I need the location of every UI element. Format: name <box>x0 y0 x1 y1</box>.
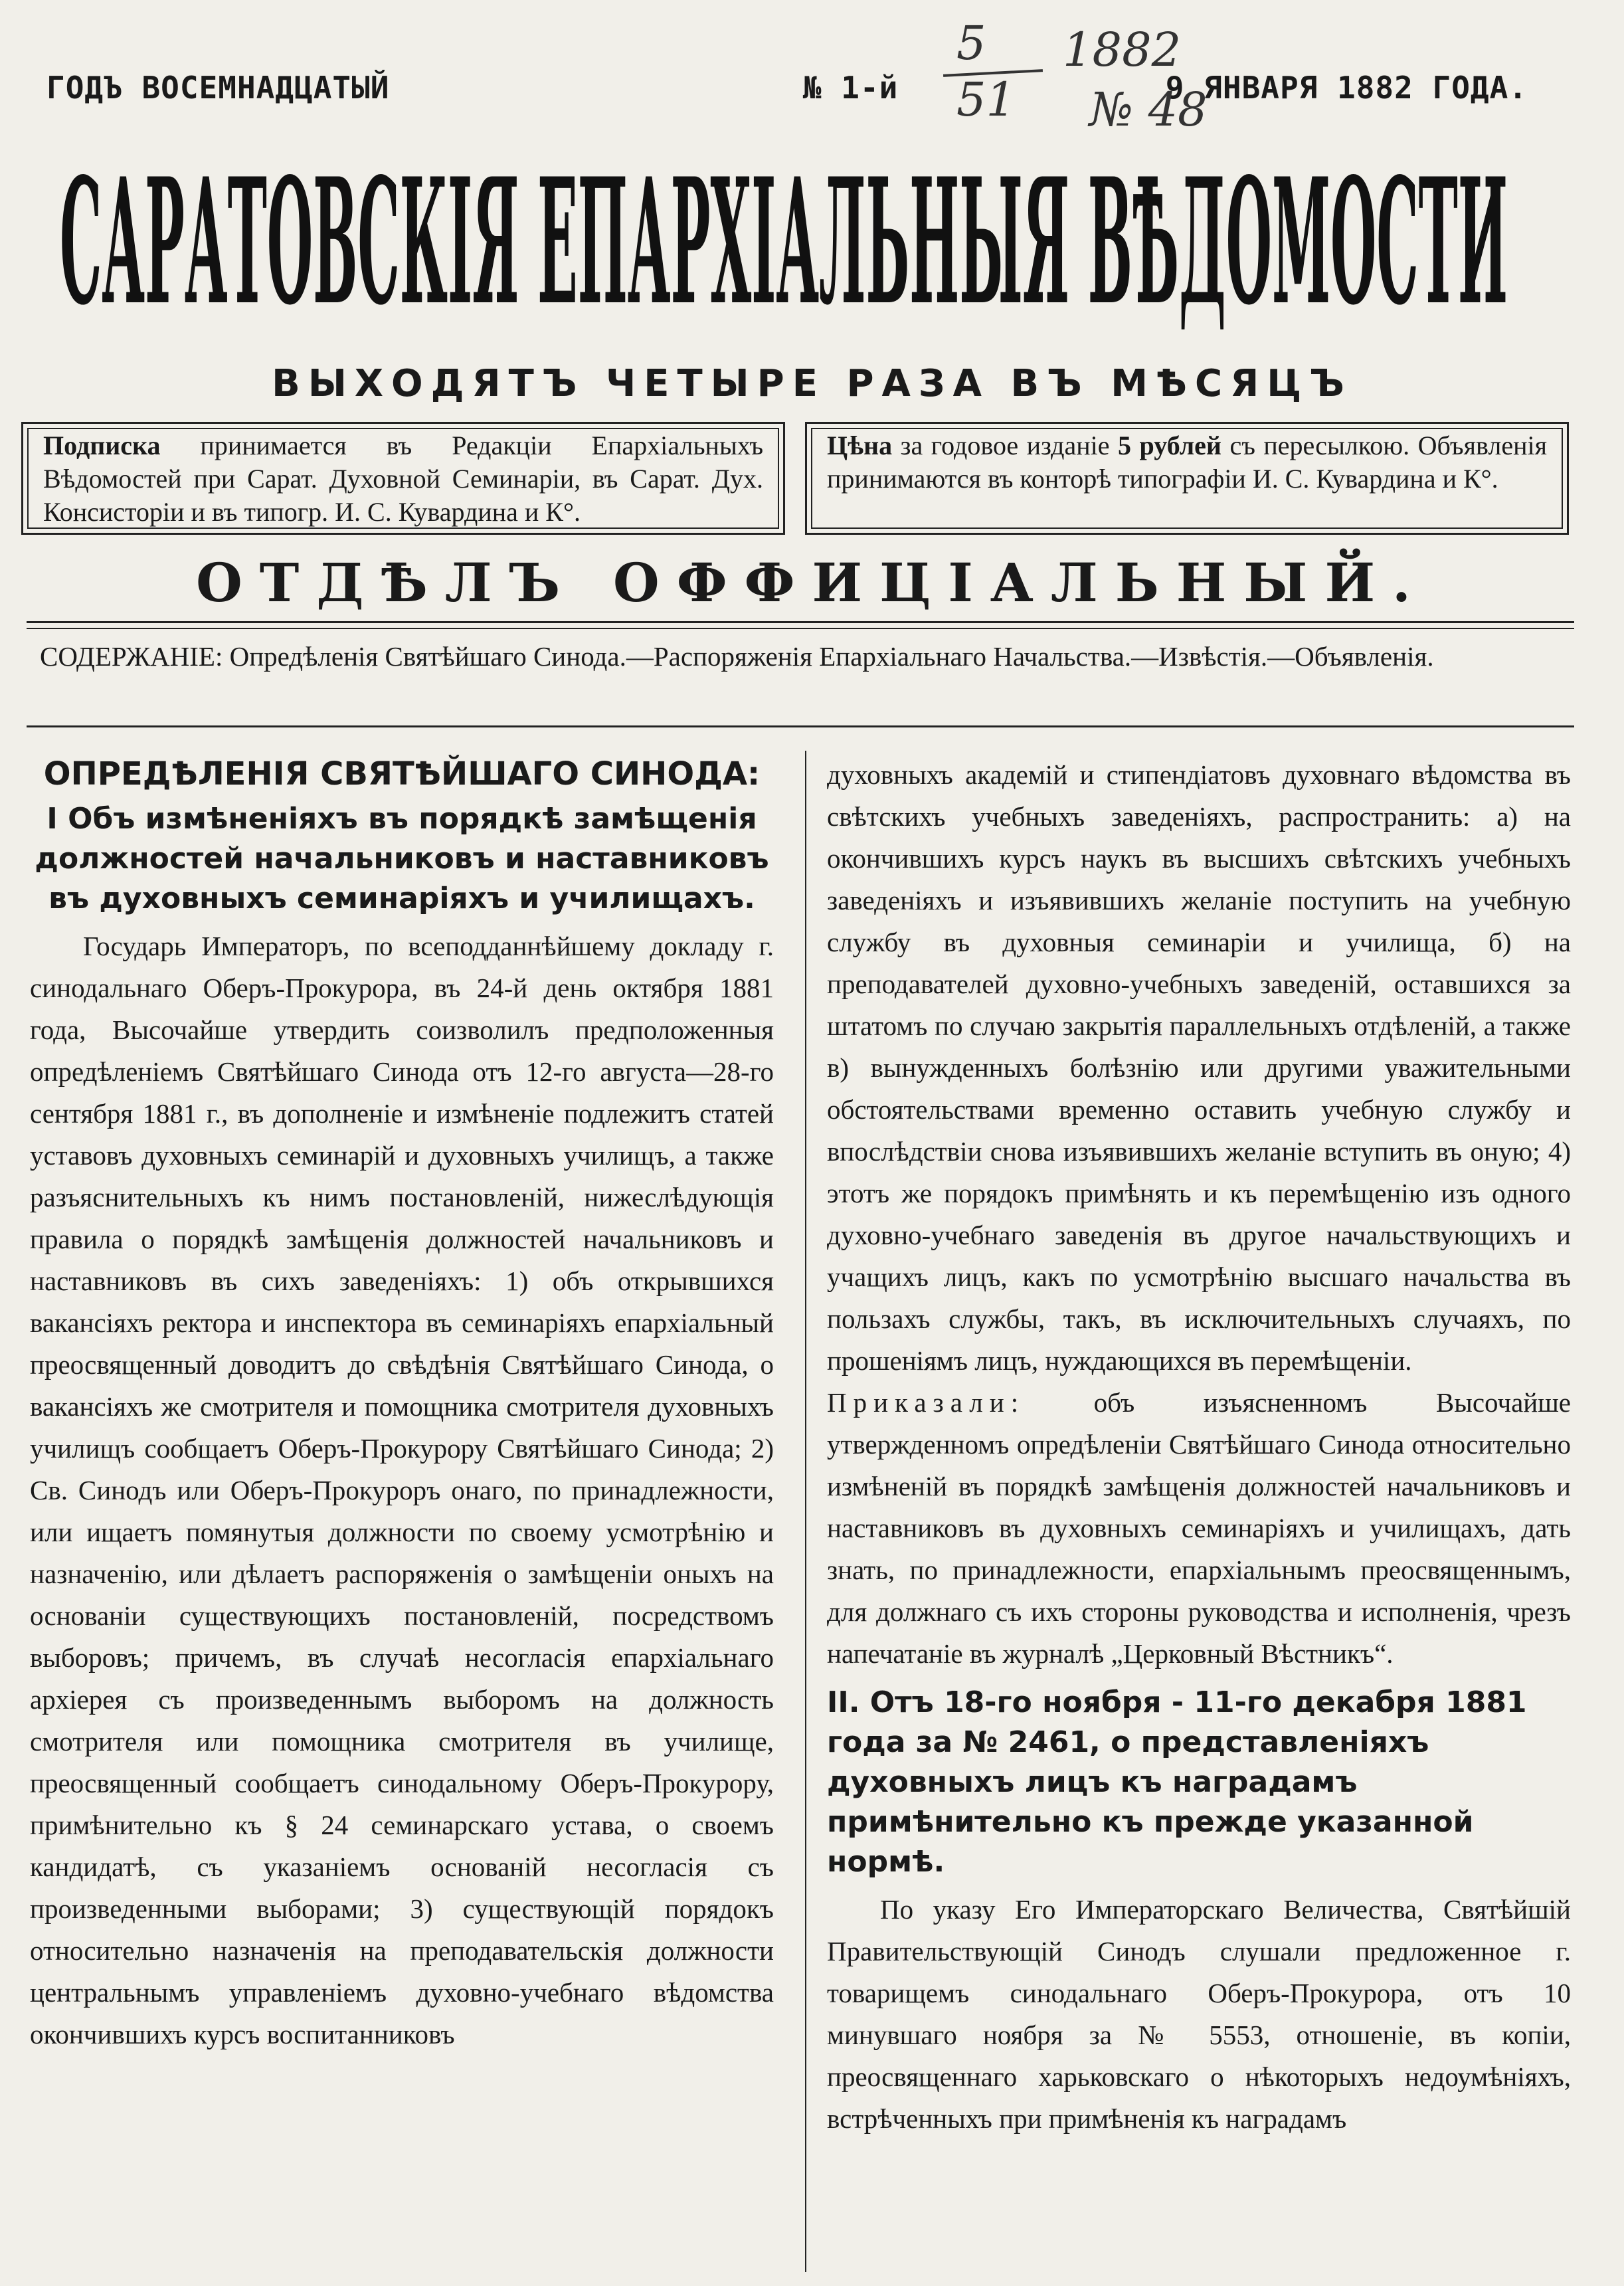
handwritten-annotation <box>943 13 1235 146</box>
ordered-text: объ изъясненномъ Высочайше утвержденномъ опредѣленіи Святѣйшаго Синода относительно измѣненій въ порядкѣ замѣщенія должностей начальниковъ и наставниковъ въ духовныхъ семинаріяхъ и училищахъ, дать знать, по принадлежности, епархіальнымъ преосвященнымъ, для должнаго съ ихъ стороны руководства и исполненія, чрезъ напечатаніе въ журналѣ „Церковный Вѣстникъ“. <box>827 1387 1571 1669</box>
header-row <box>46 61 1528 114</box>
price-text <box>827 429 1547 496</box>
contents-line: СОДЕРЖАНІЕ: Опредѣленія Святѣйшаго Синода.—Распоряженія Епархіальнаго Начальства.—Извѣстія.—Объявленія. <box>40 641 1434 672</box>
article-continuation: духовныхъ академій и стипендіатовъ духовнаго вѣдомства въ свѣтскихъ учебныхъ заведеніяхъ, распространить: а) на окончившихъ курсъ наукъ въ высшихъ свѣтскихъ учебныхъ заведеніяхъ и изъявившихъ желаніе поступить на учебную службу въ духовныя семинаріи и училища, б) на преподавателей духовно-учебныхъ заведеній, оставшихся за штатомъ по случаю закрытія параллельныхъ отдѣленій, а также в) вынужденныхъ болѣзнію или другими уважительными обстоятельствами временно оставить учебную службу и впослѣдствіи снова изъявившихъ желаніе вступить въ оную; 4) этотъ же порядокъ примѣнять и къ перемѣщенію изъ одного духовно-учебнаго заведенія въ другое начальствующихъ и учащихъ лицъ, какъ по усмотрѣнію высшаго начальства въ пользахъ службы, такъ, въ исключительныхъ случаяхъ, по прошеніямъ лицъ, нуждающихся въ перемѣщеніи. <box>827 759 1571 1376</box>
price-box <box>805 422 1569 535</box>
handwritten-mark: 5 <box>956 16 986 70</box>
article-ordered <box>827 1382 1571 1675</box>
masthead-title <box>53 136 1514 355</box>
column-left <box>30 754 774 2055</box>
year-label: ГОДЪ ВОСЕМНАДЦАТЫЙ <box>46 70 390 106</box>
divider <box>27 725 1574 727</box>
column-divider <box>805 751 806 2272</box>
handwritten-mark: № 48 <box>1089 82 1208 137</box>
handwritten-mark: 1882 <box>1063 23 1182 77</box>
price-body-a: за годовое изданіе <box>892 430 1119 460</box>
info-boxes <box>21 422 1569 541</box>
subscription-text <box>43 429 763 529</box>
article2-heading: II. Отъ 18-го ноября - 11-го декабря 1881 года за № 2461, о представленіяхъ духовныхъ лицъ къ наградамъ примѣнительно къ прежде указанной нормѣ. <box>827 1685 1527 1879</box>
column-right <box>827 754 1571 2140</box>
subscription-box <box>21 422 785 535</box>
masthead-lettering <box>53 136 1514 355</box>
article-subheading: I Объ измѣненіяхъ въ порядкѣ замѣщенія должностей начальниковъ и наставниковъ въ духовныхъ семинаріяхъ и училищахъ. <box>35 802 769 915</box>
subscription-lead: Подписка <box>43 430 161 460</box>
masthead-text: САРАТОВСКІЯ ЕПАРХІАЛЬНЫЯ ВѢДОМОСТИ <box>60 141 1508 343</box>
article-heading: ОПРЕДѢЛЕНІЯ СВЯТѢЙШАГО СИНОДА: <box>43 755 761 793</box>
section-title: ОТДѢЛЪ ОФФИЦІАЛЬНЫЙ. <box>196 551 1428 614</box>
ordered-label: Приказали: <box>827 1387 1026 1418</box>
price-amount: 5 рублей <box>1118 430 1221 460</box>
article2-body: По указу Его Императорскаго Величества, Святѣйшій Правительствующій Синодъ слушали предложенное г. товарищемъ синодальнаго Оберъ-Прокурора, отъ 10 минувшаго ноября за № 5553, отношеніе, въ копіи, преосвященнаго харьковскаго о нѣкоторыхъ недоумѣніяхъ, встрѣченныхъ при примѣненія къ наградамъ <box>827 1894 1571 2134</box>
divider <box>27 621 1574 623</box>
price-body-b: съ пересылкою. Объявленія принимаются въ конторѣ типографіи И. С. Кувардина и К°. <box>827 430 1547 494</box>
article-body: Государь Императоръ, по всеподданнѣйшему докладу г. синодальнаго Оберъ-Прокурора, въ 24-й день октября 1881 года, Высочайше утвердить соизволилъ предположенныя опредѣленіемъ Святѣйшаго Синода отъ 12-го августа—28-го сентября 1881 г., въ дополненіе и измѣненіе подлежитъ статей уставовъ духовныхъ семинарій и духовныхъ училищъ, а также разъяснительныхъ къ нимъ постановленій, нижеслѣдующія правила о порядкѣ замѣщенія должностей начальниковъ и наставниковъ въ сихъ заведеніяхъ: 1) объ открывшихся вакансіяхъ ректора и инспектора въ семинаріяхъ епархіальный преосвященный доводитъ до свѣдѣнія Святѣйшаго Синода, о вакансіяхъ же смотрителя и помощника смотрителя духовныхъ училищъ сообщаетъ Оберъ-Прокурору Святѣйшаго Синода; 2) Св. Синодъ или Оберъ-Прокуроръ онаго, по принадлежности, или ищаетъ помянутыя должности по своему усмотрѣнію и назначенію, или дѣлаетъ распоряженія о замѣщеніи оныхъ на основаніи существующихъ постановленій, посредствомъ выборовъ; причемъ, въ случаѣ несогласія епархіальнаго архіерея съ произведеннымъ выборомъ на должность смотрителя или помощника смотрителя въ училище, преосвященный сообщаетъ синодальному Оберъ-Прокурору, примѣнительно къ § 24 семинарскаго устава, о своемъ кандидатѣ, съ указаніемъ основаній несогласія съ произведенными выборами; 3) существующій порядокъ относительно назначенія на преподавательскія должности центральнымъ управленіемъ духовно-учебнаго вѣдомства окончившихъ курсъ воспитанниковъ <box>30 931 774 2049</box>
masthead-subtitle: ВЫХОДЯТЪ ЧЕТЫРЕ РАЗА ВЪ МѢСЯЦЪ <box>272 362 1352 405</box>
issue-date: 9 ЯНВАРЯ 1882 ГОДА. <box>1165 70 1528 106</box>
issue-number: № 1-й <box>802 70 899 106</box>
handwritten-mark: 51 <box>956 72 1016 127</box>
price-lead: Цѣна <box>827 430 893 460</box>
subscription-body: принимается въ Редакціи Епархіальныхъ Вѣдомостей при Сарат. Духовной Семинаріи, въ Сарат. Дух. Консисторіи и въ типогр. И. С. Кувардина и К°. <box>43 430 763 527</box>
divider <box>27 628 1574 629</box>
